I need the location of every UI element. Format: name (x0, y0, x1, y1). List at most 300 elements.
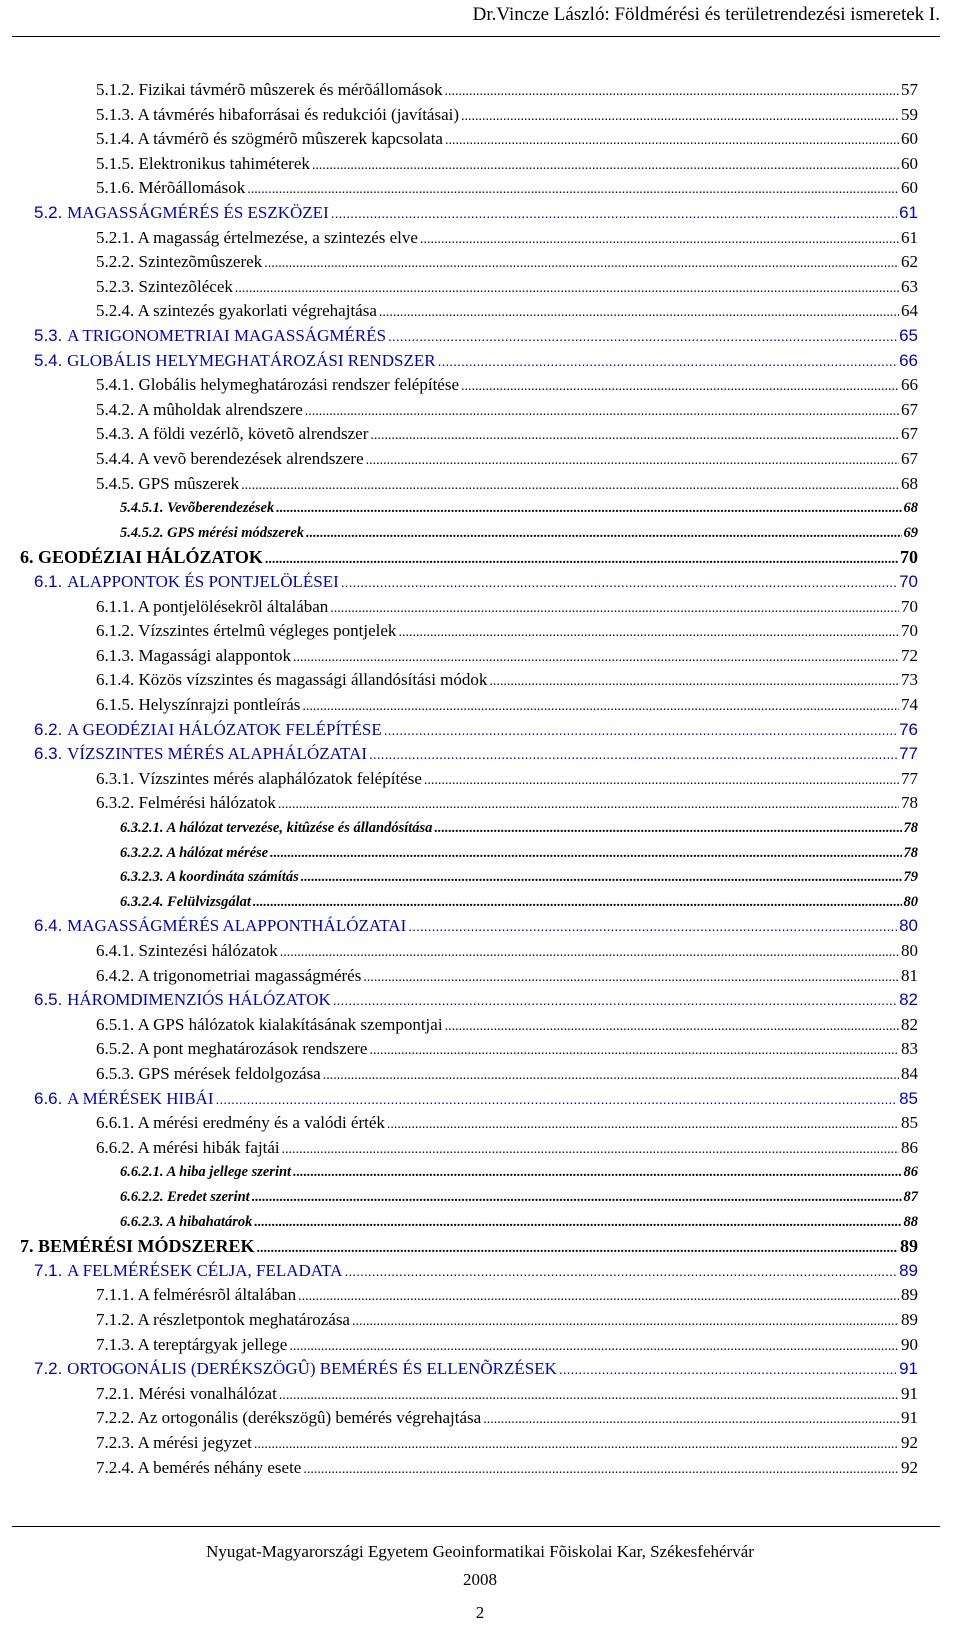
toc-entry[interactable] (96, 1111, 918, 1135)
toc-entry-label (96, 619, 396, 643)
toc-entry-title: A koordináta számítás (166, 869, 299, 885)
toc-dot-leader (363, 966, 899, 990)
toc-dot-leader (241, 474, 899, 498)
toc-entry-label (96, 1382, 277, 1406)
toc-entry-number: 7.1.1. (96, 1285, 135, 1304)
toc-dot-leader (254, 1433, 899, 1457)
toc-entry-title: VÍZSZINTES MÉRÉS ALAPHÁLÓZATAI (67, 744, 368, 763)
toc-entry-number: 5.4.5. (96, 474, 135, 493)
toc-dot-leader (270, 842, 901, 866)
toc-entry[interactable] (20, 545, 918, 569)
toc-entry[interactable] (96, 299, 918, 323)
toc-entry-label (34, 570, 339, 594)
toc-entry[interactable] (34, 988, 918, 1012)
toc-dot-leader (323, 1064, 899, 1088)
toc-entry-title: GPS mérési módszerek (167, 525, 305, 541)
toc-entry-title: A GPS hálózatok kialakításának szempontjai (137, 1015, 443, 1034)
toc-entry[interactable] (120, 496, 918, 520)
header-rule (12, 36, 940, 37)
toc-entry-page: 83 (901, 1039, 918, 1058)
toc-dot-leader (253, 891, 902, 915)
toc-entry-title: Felmérési hálózatok (138, 793, 276, 812)
toc-entry-label (120, 1160, 291, 1184)
toc-dot-leader (280, 941, 899, 965)
toc-entry-title: BEMÉRÉSI MÓDSZEREK (38, 1236, 255, 1256)
toc-entry-number: 7.1. (34, 1261, 63, 1280)
toc-dot-leader (306, 522, 901, 546)
toc-entry-label (96, 78, 443, 102)
toc-entry[interactable] (96, 964, 918, 988)
toc-entry-number: 6.3.2. (96, 793, 135, 812)
toc-entry[interactable] (96, 693, 918, 717)
toc-entry-number: 6.2. (34, 720, 63, 739)
toc-entry-page: 77 (899, 744, 918, 763)
toc-entry[interactable] (34, 1357, 918, 1381)
toc-entry-number: 7.1.2. (96, 1310, 135, 1329)
toc-entry-page: 67 (901, 449, 918, 468)
toc-dot-leader (424, 769, 899, 793)
toc-dot-leader (254, 1211, 901, 1235)
toc-entry-page: 66 (901, 375, 918, 394)
toc-entry-label (120, 841, 268, 865)
toc-entry-page: 60 (901, 154, 918, 173)
toc-entry-page: 88 (903, 1214, 918, 1230)
toc-entry-page: 57 (901, 80, 918, 99)
toc-entry-title: HÁROMDIMENZIÓS HÁLÓZATOK (67, 990, 331, 1009)
toc-entry-label (120, 496, 274, 520)
toc-entry[interactable] (34, 742, 918, 766)
toc-dot-leader (331, 201, 897, 225)
toc-entry-number: 5.4.3. (96, 424, 135, 443)
toc-dot-leader (387, 1113, 899, 1137)
toc-entry-title: ALAPPONTOK ÉS PONTJELÖLÉSEI (67, 572, 339, 591)
toc-entry-label (96, 1308, 350, 1332)
toc-entry-number: 6.5.1. (96, 1015, 135, 1034)
toc-entry-title: GEODÉZIAI HÁLÓZATOK (38, 547, 263, 567)
toc-entry-label (96, 152, 310, 176)
toc-entry-page: 70 (899, 572, 918, 591)
toc-entry-title: A mûholdak alrendszere (137, 400, 303, 419)
toc-entry-label (96, 103, 459, 127)
toc-dot-leader (559, 1357, 897, 1381)
toc-entry-label (96, 1013, 443, 1037)
toc-dot-leader (265, 548, 898, 572)
toc-dot-leader (352, 1310, 899, 1334)
toc-entry[interactable] (120, 1185, 918, 1209)
toc-dot-leader (303, 1458, 899, 1482)
toc-entry-page: 80 (899, 916, 918, 935)
toc-entry-number: 6.6.1. (96, 1113, 135, 1132)
toc-entry-title: A részletpontok meghatározása (137, 1310, 350, 1329)
toc-entry-number: 6.1.4. (96, 670, 135, 689)
toc-entry-number: 7.2.2. (96, 1408, 135, 1427)
toc-entry-page: 81 (901, 966, 918, 985)
toc-entry[interactable] (96, 275, 918, 299)
toc-entry-page: 92 (901, 1433, 918, 1452)
toc-entry-title: Szintezõmûszerek (138, 252, 263, 271)
toc-entry-title: A szintezés gyakorlati végrehajtása (137, 301, 377, 320)
toc-entry-page: 89 (900, 1236, 918, 1256)
toc-entry-title: Globális helymeghatározási rendszer felépítése (138, 375, 460, 394)
toc-entry-title: A hálózat tervezése, kitûzése és állandósítása (166, 820, 433, 836)
footer-year: 2008 (463, 1570, 497, 1589)
toc-entry-number: 5.1.4. (96, 129, 135, 148)
toc-entry-number: 6.3.2.1. (120, 820, 164, 836)
toc-entry[interactable] (120, 865, 918, 889)
toc-entry-title: A felmérésrõl általában (137, 1285, 297, 1304)
toc-entry-label (34, 988, 331, 1012)
toc-entry-label (34, 718, 382, 742)
toc-dot-leader (312, 154, 899, 178)
toc-dot-leader (461, 105, 899, 129)
toc-entry-page: 80 (903, 894, 918, 910)
toc-entry[interactable] (96, 767, 918, 791)
toc-dot-leader (279, 1384, 899, 1408)
toc-entry-title: A hibahatárok (166, 1214, 253, 1230)
toc-entry[interactable] (96, 939, 918, 963)
toc-entry[interactable] (96, 1308, 918, 1332)
toc-entry-title: A FELMÉRÉSEK CÉLJA, FELADATA (67, 1261, 343, 1280)
toc-entry-number: 6.6. (34, 1089, 63, 1108)
toc-entry-label (96, 1431, 252, 1455)
toc-entry-title: Eredet szerint (167, 1189, 250, 1205)
toc-entry-page: 89 (901, 1310, 918, 1329)
toc-entry-label (96, 767, 422, 791)
toc-entry-page: 60 (901, 178, 918, 197)
toc-entry-label (96, 127, 443, 151)
toc-dot-leader (388, 324, 897, 348)
toc-entry-title: Felülvizsgálat (167, 894, 251, 910)
toc-entry-title: Szintezési hálózatok (138, 941, 278, 960)
toc-entry-page: 86 (903, 1164, 918, 1180)
toc-entry-title: Mérõállomások (138, 178, 246, 197)
toc-dot-leader (278, 793, 899, 817)
toc-entry-label (96, 964, 361, 988)
toc-dot-leader (370, 424, 899, 448)
toc-entry-number: 5.2.4. (96, 301, 135, 320)
toc-entry[interactable] (96, 226, 918, 250)
toc-entry-label (120, 521, 304, 545)
toc-dot-leader (408, 914, 897, 938)
toc-entry-page: 63 (901, 277, 918, 296)
toc-entry-number: 7. (20, 1236, 34, 1256)
toc-entry-page: 70 (900, 547, 918, 567)
toc-entry-label (96, 1062, 321, 1086)
toc-entry-number: 5.1.2. (96, 80, 135, 99)
toc-dot-leader (282, 1138, 899, 1162)
toc-entry-number: 6.5.2. (96, 1039, 135, 1058)
toc-entry[interactable] (96, 398, 918, 422)
toc-entry-number: 6.4.2. (96, 966, 135, 985)
toc-entry[interactable] (96, 1283, 918, 1307)
toc-entry[interactable] (96, 103, 918, 127)
toc-dot-leader (293, 646, 899, 670)
toc-entry-page: 89 (901, 1285, 918, 1304)
toc-entry-number: 5.2.2. (96, 252, 135, 271)
toc-entry-page: 85 (899, 1089, 918, 1108)
toc-entry[interactable] (96, 152, 918, 176)
toc-entry-number: 7.2.1. (96, 1384, 135, 1403)
toc-entry[interactable] (96, 127, 918, 151)
toc-entry-label (34, 742, 367, 766)
toc-entry-page: 61 (899, 203, 918, 222)
toc-entry-page: 84 (901, 1064, 918, 1083)
toc-entry-page: 68 (901, 474, 918, 493)
toc-entry[interactable] (96, 373, 918, 397)
toc-entry-page: 80 (901, 941, 918, 960)
toc-entry-page: 62 (901, 252, 918, 271)
toc-entry[interactable] (34, 1087, 918, 1111)
toc-entry[interactable] (120, 521, 918, 545)
toc-dot-leader (301, 866, 902, 890)
toc-entry-number: 7.2.4. (96, 1458, 135, 1477)
toc-entry-title: ORTOGONÁLIS (DERÉKSZÖGÛ) BEMÉRÉS ÉS ELLENÕRZÉSEK (67, 1359, 557, 1378)
toc-entry[interactable] (96, 644, 918, 668)
toc-entry-number: 5.1.3. (96, 105, 135, 124)
toc-entry[interactable] (34, 324, 918, 348)
toc-entry-title: A TRIGONOMETRIAI MAGASSÁGMÉRÉS (67, 326, 387, 345)
toc-entry-page: 66 (899, 351, 918, 370)
toc-entry-page: 70 (901, 597, 918, 616)
toc-dot-leader (257, 1237, 898, 1261)
toc-dot-leader (445, 1015, 899, 1039)
toc-dot-leader (461, 375, 899, 399)
toc-entry-page: 65 (899, 326, 918, 345)
toc-entry-number: 5.4.1. (96, 375, 135, 394)
toc-entry-label (96, 668, 487, 692)
toc-dot-leader (252, 1186, 902, 1210)
toc-entry-title: A mérési jegyzet (137, 1433, 252, 1452)
toc-dot-leader (276, 497, 901, 521)
toc-entry-title: GPS mérések feldolgozása (138, 1064, 321, 1083)
toc-entry-label (96, 939, 278, 963)
toc-entry[interactable] (120, 841, 918, 865)
toc-entry-label (96, 373, 459, 397)
toc-entry-number: 6.1. (34, 572, 63, 591)
toc-entry-page: 78 (901, 793, 918, 812)
toc-entry-title: A hiba jellege szerint (166, 1164, 292, 1180)
toc-dot-leader (445, 129, 899, 153)
toc-entry-title: A trigonometriai magasságmérés (137, 966, 362, 985)
toc-entry-number: 7.1.3. (96, 1335, 135, 1354)
running-header: Dr.Vincze László: Földmérési és területrendezési ismeretek I. (472, 4, 940, 25)
toc-entry-page: 82 (901, 1015, 918, 1034)
toc-entry-title: A tereptárgyak jellege (137, 1335, 288, 1354)
toc-entry-label (96, 1456, 301, 1480)
toc-entry-title: Helyszínrajzi pontleírás (138, 695, 301, 714)
toc-entry-page: 70 (901, 621, 918, 640)
toc-entry-label (96, 447, 364, 471)
toc-entry-label (96, 1111, 385, 1135)
toc-entry-number: 6.4.1. (96, 941, 135, 960)
toc-entry-page: 69 (903, 525, 918, 541)
toc-dot-leader (384, 718, 897, 742)
toc-entry[interactable] (96, 1431, 918, 1455)
toc-dot-leader (489, 670, 899, 694)
toc-entry-number: 6.1.5. (96, 695, 135, 714)
toc-entry[interactable] (96, 422, 918, 446)
toc-dot-leader (369, 742, 897, 766)
toc-dot-leader (298, 1285, 899, 1309)
toc-entry[interactable] (34, 570, 918, 594)
toc-entry-title: A távmérõ és szögmérõ mûszerek kapcsolata (137, 129, 443, 148)
toc-entry[interactable] (96, 472, 918, 496)
toc-dot-leader (216, 1087, 898, 1111)
toc-entry-page: 78 (903, 845, 918, 861)
toc-dot-leader (289, 1335, 899, 1359)
toc-entry-label (96, 250, 262, 274)
toc-dot-leader (438, 349, 897, 373)
toc-entry[interactable] (96, 1456, 918, 1480)
toc-entry-page: 91 (901, 1384, 918, 1403)
toc-entry-page: 73 (901, 670, 918, 689)
toc-entry-label (96, 275, 233, 299)
toc-entry-number: 6.3.1. (96, 769, 135, 788)
toc-entry-label (96, 1406, 481, 1430)
toc-entry-title: A távmérés hibaforrásai és redukciói (javításai) (137, 105, 460, 124)
toc-entry[interactable] (34, 718, 918, 742)
toc-entry-label (20, 1234, 255, 1258)
toc-dot-leader (302, 695, 899, 719)
toc-entry[interactable] (20, 1234, 918, 1258)
toc-entry-number: 6.3.2.3. (120, 869, 164, 885)
toc-entry-page: 87 (903, 1189, 918, 1205)
toc-entry-title: MAGASSÁGMÉRÉS ÉS ESZKÖZEI (67, 203, 329, 222)
toc-entry-title: Vízszintes értelmû végleges pontjelek (138, 621, 397, 640)
toc-entry-label (120, 865, 299, 889)
toc-dot-leader (264, 252, 899, 276)
toc-entry-title: A vevõ berendezések alrendszere (137, 449, 364, 468)
toc-entry[interactable] (96, 447, 918, 471)
toc-entry-page: 61 (901, 228, 918, 247)
toc-entry[interactable] (96, 176, 918, 200)
toc-entry-title: A hálózat mérése (166, 845, 269, 861)
toc-dot-leader (379, 301, 899, 325)
toc-entry-number: 6. (20, 547, 34, 567)
toc-entry-number: 5.2.3. (96, 277, 135, 296)
toc-entry-label (34, 1087, 214, 1111)
toc-entry-label (34, 349, 436, 373)
toc-entry-title: MAGASSÁGMÉRÉS ALAPPONTHÁLÓZATAI (67, 916, 407, 935)
toc-entry[interactable] (96, 1062, 918, 1086)
toc-entry-title: Mérési vonalhálózat (138, 1384, 277, 1403)
toc-entry-label (96, 595, 328, 619)
toc-entry-number: 6.6.2.1. (120, 1164, 164, 1180)
toc-entry-page: 77 (901, 769, 918, 788)
toc-dot-leader (366, 449, 899, 473)
toc-entry-title: Az ortogonális (derékszögû) bemérés végrehajtása (137, 1408, 482, 1427)
toc-entry-label (120, 1210, 252, 1234)
toc-dot-leader (235, 277, 899, 301)
toc-entry-page: 92 (901, 1458, 918, 1477)
toc-entry-label (120, 890, 251, 914)
toc-entry-page: 76 (899, 720, 918, 739)
toc-entry-title: Szintezõlécek (138, 277, 233, 296)
toc-entry[interactable] (34, 1259, 918, 1283)
toc-entry[interactable] (96, 619, 918, 643)
toc-entry-title: A pont meghatározások rendszere (137, 1039, 368, 1058)
toc-dot-leader (420, 228, 899, 252)
toc-entry-label (96, 1333, 287, 1357)
toc-entry-number: 6.6.2.2. (120, 1189, 164, 1205)
toc-entry-page: 59 (901, 105, 918, 124)
toc-entry-title: Magassági alappontok (138, 646, 291, 665)
toc-entry-number: 6.3.2.4. (120, 894, 164, 910)
toc-entry[interactable] (34, 914, 918, 938)
toc-entry-number: 5.4. (34, 351, 63, 370)
toc-entry-page: 79 (903, 869, 918, 885)
toc-dot-leader (369, 1039, 899, 1063)
toc-entry[interactable] (96, 1037, 918, 1061)
toc-entry-number: 6.5. (34, 990, 63, 1009)
toc-entry-number: 5.3. (34, 326, 63, 345)
footer-institution: Nyugat-Magyarországi Egyetem Geoinformatikai Fõiskolai Kar, Székesfehérvár (206, 1542, 754, 1561)
toc-entry[interactable] (96, 1013, 918, 1037)
toc-entry-label (34, 914, 406, 938)
toc-entry[interactable] (120, 1160, 918, 1184)
toc-entry[interactable] (34, 201, 918, 225)
toc-dot-leader (445, 80, 899, 104)
toc-entry[interactable] (120, 816, 918, 840)
toc-entry-label (120, 816, 432, 840)
toc-entry-number: 6.5.3. (96, 1064, 135, 1083)
toc-entry-title: A földi vezérlõ, követõ alrendszer (137, 424, 369, 443)
toc-entry-title: A GEODÉZIAI HÁLÓZATOK FELÉPÍTÉSE (67, 720, 382, 739)
toc-entry-number: 6.1.2. (96, 621, 135, 640)
toc-entry-page: 78 (903, 820, 918, 836)
toc-entry[interactable] (96, 1136, 918, 1160)
toc-entry-title: A bemérés néhány esete (137, 1458, 302, 1477)
toc-dot-leader (293, 1161, 901, 1185)
toc-entry[interactable] (34, 349, 918, 373)
toc-entry-page: 67 (901, 400, 918, 419)
toc-entry-label (96, 791, 276, 815)
toc-entry-page: 85 (901, 1113, 918, 1132)
toc-dot-leader (398, 621, 899, 645)
toc-entry-title: A pontjelölésekrõl általában (137, 597, 329, 616)
toc-entry[interactable] (120, 1210, 918, 1234)
toc-entry-page: 90 (901, 1335, 918, 1354)
toc-entry-number: 6.1.3. (96, 646, 135, 665)
toc-entry-label (96, 1136, 280, 1160)
toc-entry[interactable] (96, 791, 918, 815)
toc-entry-label (34, 1259, 342, 1283)
toc-entry-number: 7.2. (34, 1359, 63, 1378)
toc-entry[interactable] (96, 250, 918, 274)
toc-dot-leader (483, 1408, 899, 1432)
toc-entry[interactable] (96, 1382, 918, 1406)
toc-entry-label (96, 644, 291, 668)
toc-entry-label (96, 693, 300, 717)
toc-dot-leader (434, 817, 901, 841)
toc-entry-page: 60 (901, 129, 918, 148)
toc-entry[interactable] (96, 668, 918, 692)
toc-entry[interactable] (96, 1406, 918, 1430)
toc-entry-page: 91 (901, 1408, 918, 1427)
toc-entry[interactable] (96, 595, 918, 619)
toc-entry[interactable] (120, 890, 918, 914)
toc-entry-title: A MÉRÉSEK HIBÁI (67, 1089, 214, 1108)
toc-entry[interactable] (96, 78, 918, 102)
toc-entry-page: 82 (899, 990, 918, 1009)
toc-entry-page: 64 (901, 301, 918, 320)
toc-entry[interactable] (96, 1333, 918, 1357)
toc-entry-number: 6.3. (34, 744, 63, 763)
page-number: 2 (475, 1603, 485, 1622)
toc-entry-number: 6.4. (34, 916, 63, 935)
toc-entry-page: 86 (901, 1138, 918, 1157)
toc-entry-number: 7.2.3. (96, 1433, 135, 1452)
